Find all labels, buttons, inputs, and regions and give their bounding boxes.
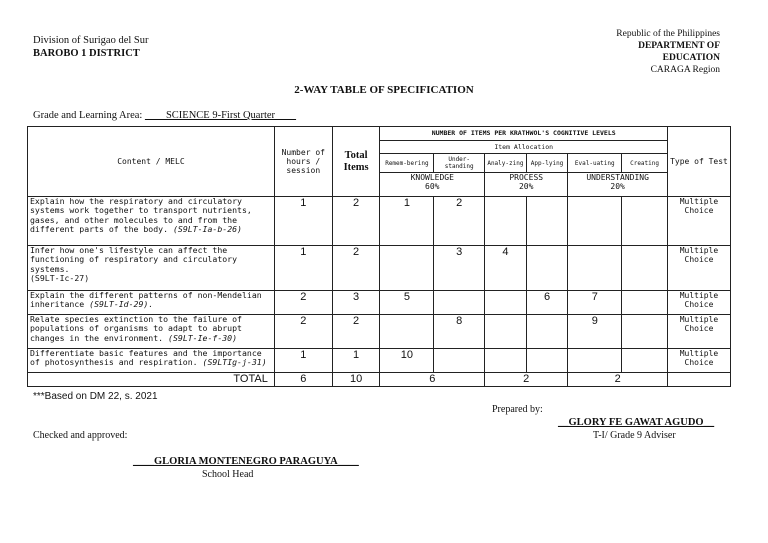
evaluating-cell: [568, 197, 622, 246]
melc-text: Infer how one's lifestyle can affect the functioning of respiratory and circulatory systems.: [30, 245, 238, 274]
test-type-cell: Multiple Choice: [667, 315, 730, 349]
specification-table: [27, 126, 731, 387]
level-understanding: Under-standing: [434, 154, 485, 173]
grade-area-value: ____SCIENCE 9-First Quarter____: [144, 110, 297, 121]
type-of-test-header: Type of Test: [667, 127, 730, 197]
applying-cell: 6: [526, 291, 568, 315]
district-name: BAROBO 1 DISTRICT: [33, 48, 140, 59]
deped-header: [616, 28, 720, 76]
melc-code: (S9LT-Id-29).: [89, 299, 154, 310]
total-type-blank: [667, 373, 730, 387]
group-knowledge-name: KNOWLEDGE: [410, 173, 454, 182]
republic-label: Republic of the Philippines: [616, 29, 720, 39]
melc-code: (S9LT-Ia-b-26): [172, 224, 242, 235]
test-type-cell: Multiple Choice: [667, 246, 730, 291]
total-understanding: 2: [568, 373, 668, 387]
preparer-name: __GLORY FE GAWAT AGUDO__: [558, 417, 715, 428]
region-label: CARAGA Region: [650, 65, 720, 75]
table-row: [28, 246, 731, 291]
total-cell: 2: [332, 315, 380, 349]
content-melc-header: Content / MELC: [28, 127, 275, 197]
table-row: [28, 291, 731, 315]
understanding-cell: 2: [434, 197, 485, 246]
total-knowledge: 6: [380, 373, 485, 387]
analyzing-cell: [485, 197, 527, 246]
group-knowledge: [380, 173, 485, 197]
hours-cell: 1: [274, 349, 332, 373]
total-cell: 1: [332, 349, 380, 373]
creating-cell: [622, 349, 668, 373]
level-applying: App-lying: [526, 154, 568, 173]
melc-code: (S9LT-Ie-f-30): [168, 332, 238, 343]
group-knowledge-pct: 60%: [425, 182, 440, 191]
division-name: Division of Surigao del Sur: [33, 35, 149, 46]
understanding-cell: 8: [434, 315, 485, 349]
checked-approved-label: Checked and approved:: [33, 430, 128, 441]
total-label: TOTAL: [28, 373, 275, 387]
applying-cell: [526, 315, 568, 349]
level-evaluating: Eval-uating: [568, 154, 622, 173]
cognitive-levels-header: NUMBER OF ITEMS PER KRATHWOL'S COGNITIVE LEVELS: [380, 127, 667, 141]
creating-cell: [622, 246, 668, 291]
test-type-cell: Multiple Choice: [667, 349, 730, 373]
school-head-name: ____GLORIA MONTENEGRO PARAGUYA____: [133, 456, 359, 467]
melc-text: Explain how the respiratory and circulatory systems work together to transport nutrients, gases, and other molecules to and from the different parts of the body.: [30, 196, 252, 235]
document-title: 2-WAY TABLE OF SPECIFICATION: [294, 84, 474, 96]
total-cell: 2: [332, 246, 380, 291]
understanding-cell: [434, 291, 485, 315]
melc-cell: [28, 315, 275, 349]
understanding-cell: 3: [434, 246, 485, 291]
table-row: [28, 197, 731, 246]
evaluating-cell: [568, 246, 622, 291]
table-row: [28, 315, 731, 349]
division-header: [33, 34, 149, 60]
test-type-cell: Multiple Choice: [667, 197, 730, 246]
remembering-cell: [380, 246, 434, 291]
melc-code: (S9LT-Ic-27): [30, 273, 90, 284]
remembering-cell: 1: [380, 197, 434, 246]
group-understanding-pct: 20%: [610, 182, 625, 191]
group-understanding-name: UNDERSTANDING: [586, 173, 649, 182]
grade-area-line: [33, 110, 296, 121]
preparer-role: T-I/ Grade 9 Adviser: [593, 430, 676, 441]
school-head-role: School Head: [202, 469, 254, 480]
total-hours: 6: [274, 373, 332, 387]
melc-text: Relate species extinction to the failure of populations of organisms to adapt to abrupt changes in the environment.: [30, 314, 242, 343]
group-understanding: [568, 173, 668, 197]
grade-area-label: Grade and Learning Area:: [33, 110, 143, 121]
level-analyzing: Analy-zing: [485, 154, 527, 173]
understanding-cell: [434, 349, 485, 373]
evaluating-cell: 7: [568, 291, 622, 315]
creating-cell: [622, 197, 668, 246]
remembering-cell: [380, 315, 434, 349]
education-label: EDUCATION: [662, 53, 720, 63]
melc-text: Differentiate basic features and the importance of photosynthesis and respiration.: [30, 348, 262, 368]
total-cell: 2: [332, 197, 380, 246]
level-creating: Creating: [622, 154, 668, 173]
group-process-name: PROCESS: [509, 173, 544, 182]
evaluating-cell: 9: [568, 315, 622, 349]
hours-header: Number of hours / session: [274, 127, 332, 197]
total-items-header: Total Items: [332, 127, 380, 197]
creating-cell: [622, 291, 668, 315]
melc-cell: [28, 291, 275, 315]
applying-cell: [526, 246, 568, 291]
hours-cell: 1: [274, 197, 332, 246]
remembering-cell: 5: [380, 291, 434, 315]
total-items: 10: [332, 373, 380, 387]
remembering-cell: 10: [380, 349, 434, 373]
item-allocation-header: Item Allocation: [380, 141, 667, 154]
melc-cell: [28, 246, 275, 291]
dm-note: ***Based on DM 22, s. 2021: [33, 391, 158, 402]
hours-cell: 2: [274, 291, 332, 315]
group-process-pct: 20%: [518, 182, 534, 191]
melc-cell: [28, 349, 275, 373]
melc-text: Explain the different patterns of non-Mendelian inheritance: [30, 290, 262, 310]
analyzing-cell: 4: [485, 246, 527, 291]
analyzing-cell: [485, 291, 527, 315]
melc-code: (S9LTIg-j-31): [202, 357, 267, 368]
department-label: DEPARTMENT OF: [638, 41, 720, 51]
table-row: [28, 349, 731, 373]
melc-cell: [28, 197, 275, 246]
total-row: [28, 373, 731, 387]
applying-cell: [526, 349, 568, 373]
analyzing-cell: [485, 315, 527, 349]
applying-cell: [526, 197, 568, 246]
group-process: [485, 173, 568, 197]
prepared-by-label: Prepared by:: [492, 404, 543, 415]
creating-cell: [622, 315, 668, 349]
hours-cell: 1: [274, 246, 332, 291]
level-remembering: Remem-bering: [380, 154, 434, 173]
analyzing-cell: [485, 349, 527, 373]
total-cell: 3: [332, 291, 380, 315]
hours-cell: 2: [274, 315, 332, 349]
test-type-cell: Multiple Choice: [667, 291, 730, 315]
evaluating-cell: [568, 349, 622, 373]
total-process: 2: [485, 373, 568, 387]
